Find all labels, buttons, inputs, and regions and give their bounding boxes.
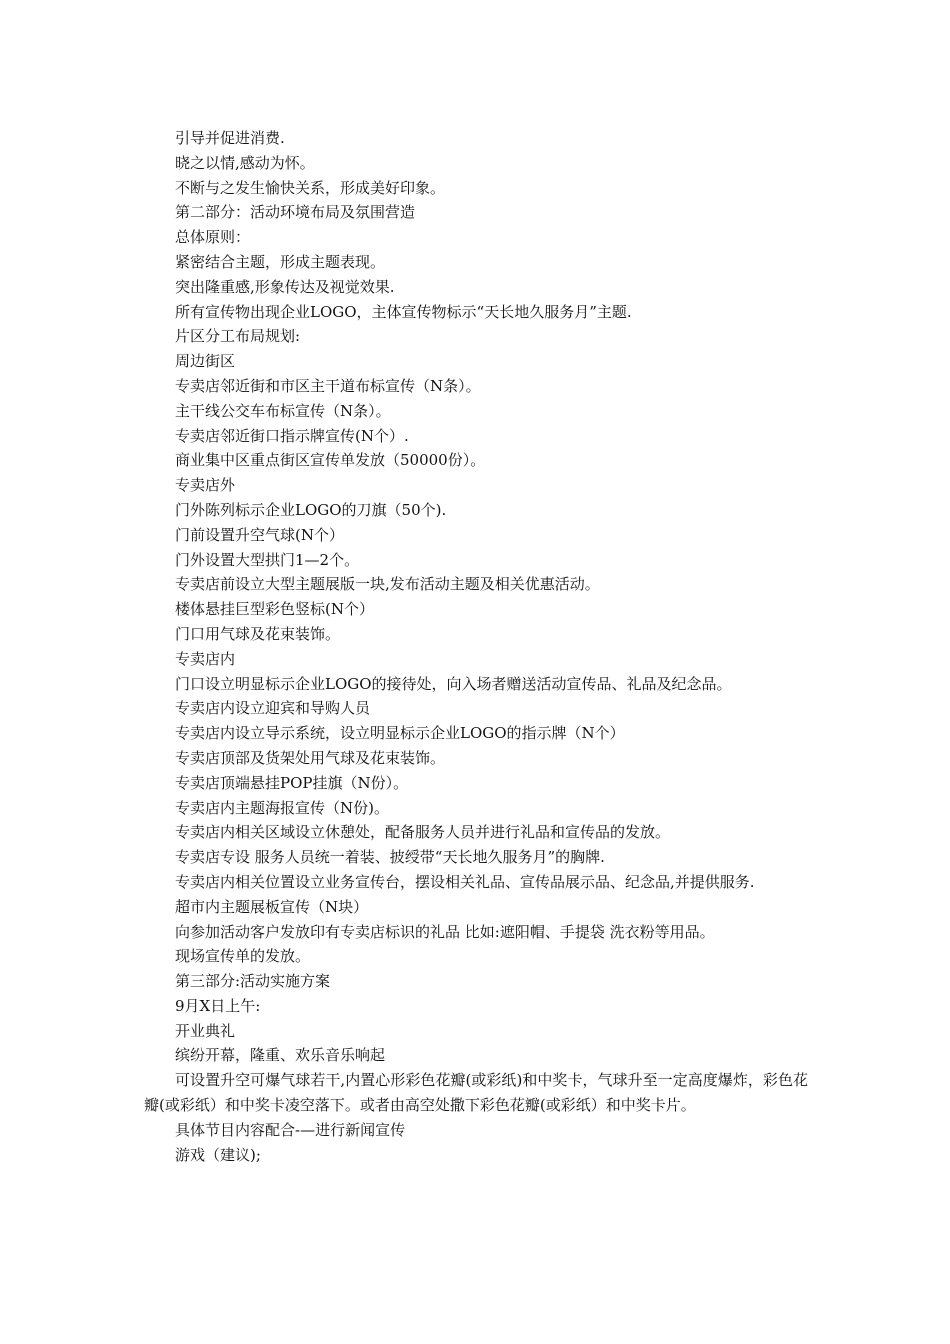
paragraph: 所有宣传物出现企业LOGO，主体宣传物标示“天长地久服务月”主题. [175,302,632,321]
paragraph: 门口用气球及花束装饰。 [175,624,341,643]
paragraph: 主干线公交车布标宣传（N条）。 [175,401,391,420]
paragraph: 引导并促进消费. [175,129,285,147]
paragraph: 紧密结合主题，形成主题表现。 [175,252,386,271]
paragraph: 9月X日上午: [175,996,261,1015]
paragraph: 门口设立明显标示企业LOGO的接待处，向入场者赠送活动宣传品、礼品及纪念品。 [175,674,732,693]
paragraph: 总体原则： [175,228,251,247]
paragraph: 门前设置升空气球(N个） [175,525,344,544]
paragraph: 专卖店内设立迎宾和导购人员 [175,699,371,718]
paragraph: 专卖店顶部及货架处用气球及花束装饰。 [175,748,446,767]
paragraph: 专卖店内相关区域设立休憩处，配备服务人员并进行礼品和宣传品的发放。 [175,823,671,842]
paragraph: 晓之以情,感动为怀。 [175,153,315,172]
paragraph: 专卖店前设立大型主题展版一块,发布活动主题及相关优惠活动。 [175,575,600,594]
paragraph: 具体节目内容配合-—进行新闻宣传 [175,1120,406,1139]
paragraph: 专卖店内主题海报宣传（N份)。 [175,798,389,817]
paragraph: 现场宣传单的发放。 [175,947,311,966]
paragraph: 超市内主题展板宣传（N块） [175,897,369,916]
paragraph: 第三部分:活动实施方案 [175,972,331,991]
paragraph: 第二部分：活动环境布局及氛围营造 [175,203,416,222]
paragraph: 门外设置大型拱门1—2个。 [175,550,360,569]
paragraph: 片区分工布局规划: [175,327,301,346]
paragraph: 游戏（建议); [175,1145,261,1164]
paragraph: 专卖店外 [175,476,236,495]
paragraph: 楼体悬挂巨型彩色竖标(N个） [175,600,374,619]
paragraph: 专卖店邻近街和市区主干道布标宣传（N条）。 [175,376,481,395]
paragraph: 门外陈列标示企业LOGO的刀旗（50个). [175,500,447,519]
paragraph: 向参加活动客户发放印有专卖店标识的礼品 比如:遮阳帽、手提袋 洗衣粉等用品。 [175,922,715,941]
document-body [144,126,808,1167]
paragraph: 专卖店内设立导示系统，设立明显标示企业LOGO的指示牌（N个） [175,724,625,743]
paragraph: 专卖店内 [175,649,236,668]
paragraph: 缤纷开幕，隆重、欢乐音乐响起 [175,1046,386,1065]
paragraph: 专卖店内相关位置设立业务宣传台，摆设相关礼品、宣传品展示品、纪念品,并提供服务. [175,872,755,891]
paragraph: 专卖店顶端悬挂POP挂旗（N份）。 [175,773,409,792]
paragraph: 专卖店专设 服务人员统一着装、披绶带“天长地久服务月”的胸牌. [175,848,605,867]
paragraph: 开业典礼 [175,1021,236,1040]
paragraph: 不断与之发生愉快关系，形成美好印象。 [175,178,446,197]
paragraph: 商业集中区重点街区宣传单发放（50000份）。 [175,451,486,470]
paragraph: 可设置升空可爆气球若干,内置心形彩色花瓣(或彩纸)和中奖卡，气球升至一定高度爆炸，彩色花瓣(或彩纸）和中奖卡凌空落下。或者由高空处撒下彩色花瓣(或彩纸）和中奖卡片。 [144,1071,808,1115]
paragraph: 周边街区 [175,352,236,371]
paragraph: 专卖店邻近街口指示牌宣传(N个）. [175,426,409,445]
paragraph: 突出隆重感,形象传达及视觉效果. [175,277,395,296]
